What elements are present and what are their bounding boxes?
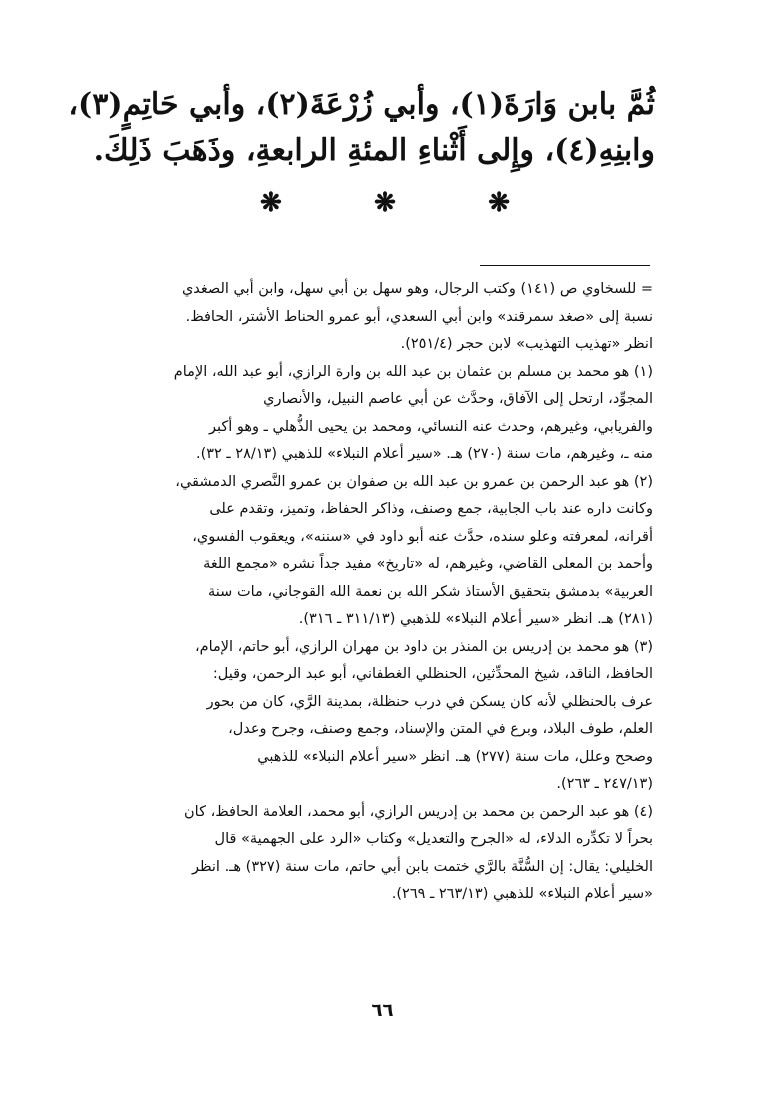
footnote-line: بحراً لا تكدِّره الدلاء، له «الجرح والتعديل» وكتاب «الرد على الجهمية» قال: [214, 831, 653, 847]
footnote-line: وصحح وعلل، مات سنة (٢٧٧) هـ. انظر «سير أعلام النبلاء» للذهبي: [257, 748, 653, 765]
section-separator: [260, 188, 510, 218]
star-ornament-icon: ❋: [374, 188, 396, 218]
footnote-line: المجوِّد، ارتحل إلى الآفاق، وحدَّث عن أبي عاصم النبيل، والأنصاري: [263, 391, 653, 407]
footnote-line: (٢) هو عبد الرحمن بن عمرو بن عبد الله بن صفوان بن عمرو النَّصري الدمشقي،: [175, 473, 653, 490]
main-text-line: وابنِهِ(٤)، وإِلى أَثْناءِ المئةِ الرابعةِ، وذَهَبَ ذَلِكَ.: [93, 133, 655, 168]
star-ornament-icon: ❋: [488, 188, 510, 218]
footnote-line: الحافظ، الناقد، شيخ المحدِّثين، الحنظلي الغطفاني، أبو عبد الرحمن، وقيل:: [212, 666, 653, 682]
footnote-line: (١) هو محمد بن مسلم بن عثمان بن عبد الله بن وارة الرازي، أبو عبد الله، الإمام: [173, 363, 653, 380]
footnote-line: أقرانه، لمعرفته وعلو سنده، حدَّث عنه أبو داود في «سننه»، ويعقوب الفسوي،: [192, 528, 653, 545]
footnote-line: (٣) هو محمد بن إدريس بن المنذر بن داود بن مهران الرازي، أبو حاتم، الإمام،: [194, 638, 653, 655]
footnote-line: العربية» بدمشق بتحقيق الأستاذ شكر الله بن نعمة الله القوجاني، مات سنة: [208, 583, 653, 600]
star-ornament-icon: ❋: [260, 188, 282, 218]
footnote-line: الخليلي: يقال: إن السُّنَّة بالرَّي ختمت بابن أبي حاتم، مات سنة (٣٢٧) هـ. انظر: [192, 858, 653, 875]
footnote-line: وكانت داره عند باب الجابية، جمع وصنف، وذاكر الحفاظ، وتميز، وتقدم على: [209, 501, 653, 517]
footnote-line: = للسخاوي ص (١٤١) وكتب الرجال، وهو سهل بن أبي سهل، وابن أبي الصغدي: [181, 281, 653, 297]
footnote-line: انظر «تهذيب التهذيب» لابن حجر (٢٥١/٤).: [400, 336, 653, 352]
footnote-line: (٤) هو عبد الرحمن بن محمد بن إدريس الرازي، أبو محمد، العلامة الحافظ، كان: [184, 803, 653, 820]
page-number: ٦٦: [371, 1000, 394, 1021]
footnote-line: (٢٤٧/١٣ ـ ٢٦٣).: [556, 776, 653, 792]
footnote-line: وأحمد بن المعلى القاضي، وغيرهم، له «تاريخ» مفيد جداً نشره «مجمع اللغة: [203, 556, 653, 572]
footnotes: [83, 276, 653, 909]
footnote-line: والفريابي، وغيرهم، وحدث عنه النسائي، ومحمد بن يحيى الذُّهلي ـ وهو أكبر: [208, 418, 653, 435]
main-text: [68, 82, 655, 174]
footnote-divider: [480, 265, 650, 266]
footnote-line: العلم، طوف البلاد، وبرع في المتن والإسناد، وجمع وصنف، وجرح وعدل،: [228, 721, 653, 737]
footnote-line: عرف بالحنظلي لأنه كان يسكن في درب حنظلة، بمدينة الرَّي، كان من بحور: [206, 693, 653, 710]
footnote-line: «سير أعلام النبلاء» للذهبي (٢٦٣/١٣ ـ ٢٦٩).: [391, 886, 653, 902]
footnote-line: نسبة إلى «صغد سمرقند» وابن أبي السعدي، أبو عمرو الحناط الأشتر، الحافظ.: [185, 308, 653, 325]
main-text-line: ثُمَّ بابن وَارَةَ(١)، وأبي زُرْعَةَ(٢)، وأبي حَاتِمٍ(٣)،: [68, 87, 655, 122]
footnote-line: منه ـ، وغيرهم، مات سنة (٢٧٠) هـ. «سير أعلام النبلاء» للذهبي (٢٨/١٣ ـ ٣٢).: [195, 446, 653, 462]
footnote-line: (٢٨١) هـ. انظر «سير أعلام النبلاء» للذهبي (٣١١/١٣ ـ ٣١٦).: [298, 611, 653, 627]
